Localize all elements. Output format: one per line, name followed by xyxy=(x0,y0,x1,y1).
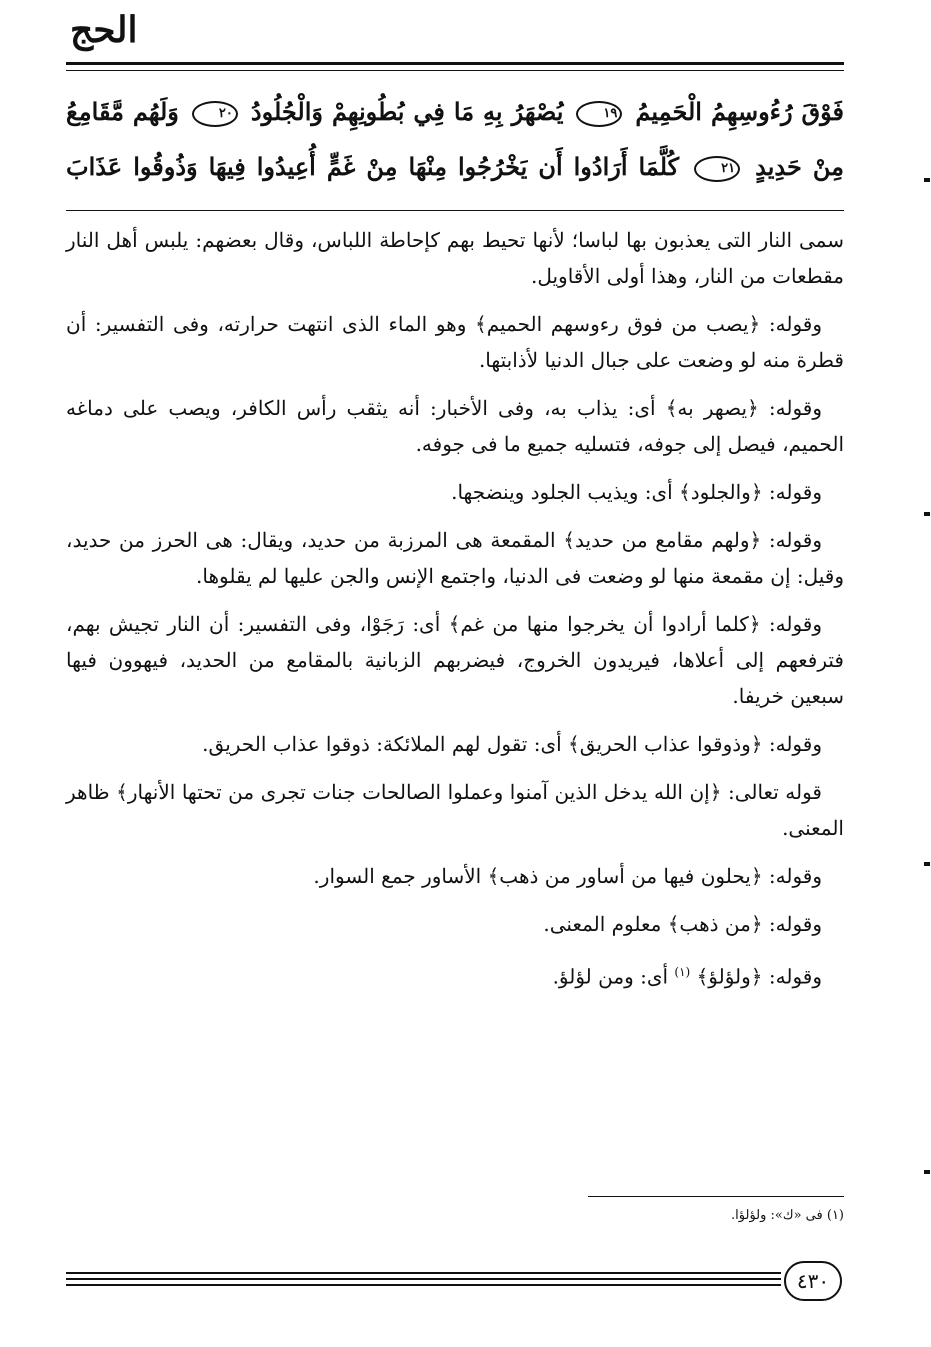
footer-rule-bottom xyxy=(66,1284,781,1286)
commentary-paragraph: وقوله: ﴿والجلود﴾ أى: ويذيب الجلود وينضجها. xyxy=(451,480,822,504)
margin-speck xyxy=(924,512,930,516)
last-line-text: وقوله: ﴿ولؤلؤ﴾ xyxy=(696,964,822,989)
margin-speck xyxy=(924,1170,930,1174)
margin-speck xyxy=(924,862,930,866)
commentary-body xyxy=(66,222,844,1007)
verse-line-2 xyxy=(66,139,844,194)
verse-text: كُلَّمَا أَرَادُوا أَن يَخْرُجُوا مِنْهَا مِنْ غَمٍّ أُعِيدُوا فِيهَا وَذُوقُوا عَذَابَ xyxy=(66,152,680,181)
verse-text: فَوْقَ رُءُوسِهِمُ الْحَمِيمُ xyxy=(635,97,845,126)
commentary-paragraph-last xyxy=(66,954,844,995)
commentary-paragraph: وقوله: ﴿وذوقوا عذاب الحريق﴾ أى: تقول لهم الملائكة: ذوقوا عذاب الحريق. xyxy=(202,732,822,756)
running-head-surah-name: الحج xyxy=(70,9,138,51)
footnote-marker: (١) xyxy=(674,965,691,979)
commentary-paragraph: قوله تعالى: ﴿إن الله يدخل الذين آمنوا وعملوا الصالحات جنات تجرى من تحتها الأنهار﴾ ظاهر المعنى. xyxy=(66,780,844,840)
commentary-paragraph: وقوله: ﴿كلما أرادوا أن يخرجوا منها من غم﴾ أى: رَجَوْا، وفى التفسير: أن النار تجيش بهم، فترفعهم إلى أعلاها، فيريدون الخروج، فيضربهم الزبانية بالمقامع من الحديد، فيهوون فيها سبعين خريفا. xyxy=(66,612,844,708)
footer-rule-top xyxy=(66,1272,781,1274)
footer-rule-middle xyxy=(66,1278,781,1280)
verse-line-1 xyxy=(66,84,844,139)
commentary-paragraph: وقوله: ﴿ولهم مقامع من حديد﴾ المقمعة هى المرزبة من حديد، ويقال: هى الحرز من حديد، وقيل: إن مقمعة منها لو وضعت فى الدنيا، واجتمع الإنس والجن عليها لم يقلوها. xyxy=(66,528,844,588)
commentary-paragraph: سمى النار التى يعذبون بها لباسا؛ لأنها تحيط بهم كإحاطة اللباس، وقال بعضهم: يلبس أهل النار مقطعات من النار، وهذا أولى الأقاويل. xyxy=(66,228,844,288)
verse-number-21: ٢١ xyxy=(694,156,740,182)
page-number: ٤٣٠ xyxy=(784,1261,842,1301)
verse-number-20: ٢٠ xyxy=(192,101,238,127)
quran-verses xyxy=(66,84,844,194)
header-rule-bottom xyxy=(66,70,844,71)
margin-speck xyxy=(924,178,930,182)
footnote-rule xyxy=(588,1196,844,1197)
commentary-paragraph: وقوله: ﴿من ذهب﴾ معلوم المعنى. xyxy=(543,912,822,936)
verse-number-19: ١٩ xyxy=(576,101,622,127)
last-line-text: أى: ومن لؤلؤ. xyxy=(552,964,669,989)
commentary-paragraph: وقوله: ﴿يحلون فيها من أساور من ذهب﴾ الأساور جمع السوار. xyxy=(313,864,822,888)
verse-text: مِنْ حَدِيدٍ xyxy=(755,152,845,181)
footnote: (١) فى «ك»: ولؤلؤا. xyxy=(731,1208,844,1223)
commentary-paragraph: وقوله: ﴿يصهر به﴾ أى: يذاب به، وفى الأخبار: أنه يثقب رأس الكافر، ويصب على دماغه الحميم، فيصل إلى جوفه، فتسليه جميع ما فى جوفه. xyxy=(66,396,844,456)
commentary-paragraph: وقوله: ﴿يصب من فوق رءوسهم الحميم﴾ وهو الماء الذى انتهت حرارته، وفى التفسير: أن قطرة منه لو وضعت على جبال الدنيا لأذابتها. xyxy=(66,312,844,372)
header-rule-top xyxy=(66,62,844,65)
verse-text: وَلَهُم مَّقَامِعُ xyxy=(66,97,179,126)
verse-text: يُصْهَرُ بِهِ مَا فِي بُطُونِهِمْ وَالْجُلُودُ xyxy=(250,97,564,126)
verse-separator-rule xyxy=(66,210,844,211)
